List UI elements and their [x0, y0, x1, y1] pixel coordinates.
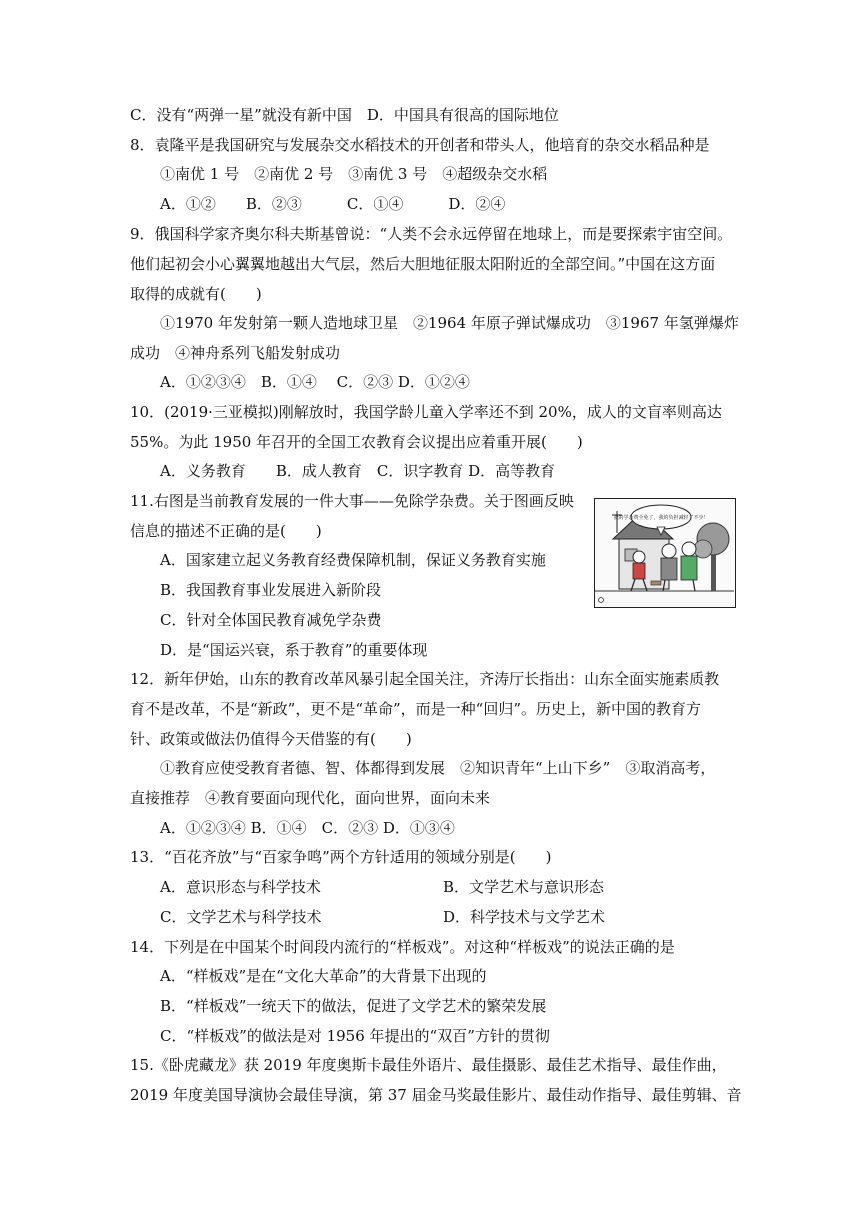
question-11-line1: 11.右图是当前教育发展的一件大事——免除学杂费。关于图画反映	[130, 492, 574, 510]
question-9-line1: 9．俄国科学家齐奥尔科夫斯基曾说：“人类不会永远停留在地球上，而是要探索宇宙空间。	[130, 225, 733, 243]
q11-option-d: D．是“国运兴衰，系于教育”的重要体现	[160, 641, 428, 659]
q10-options: A．义务教育 B．成人教育 C．识字教育 D．高等教育	[160, 462, 556, 480]
q9-items-line1: ①1970 年发射第一颗人造地球卫星 ②1964 年原子弹试爆成功 ③1967 年氢弹爆炸	[160, 314, 739, 332]
q12-items-line2: 直接推荐 ④教育要面向现代化，面向世界，面向未来	[130, 789, 491, 807]
question-10-line1: 10．(2019·三亚模拟)刚解放时，我国学龄儿童入学率还不到 20%，成人的文盲率则高达	[130, 403, 722, 421]
question-15-line2: 2019 年度美国导演协会最佳导演，第 37 届金马奖最佳影片、最佳动作指导、最佳剪辑、音	[130, 1086, 742, 1104]
q14-option-c: C．“样板戏”的做法是对 1956 年提出的“双百”方针的贯彻	[160, 1027, 550, 1045]
question-8: 8．袁隆平是我国研究与发展杂交水稻技术的开创者和带头人，他培育的杂交水稻品种是	[130, 136, 710, 154]
q13-option-a: A．意识形态与科学技术	[160, 878, 321, 896]
q12-items-line1: ①教育应使受教育者德、智、体都得到发展 ②知识青年“上山下乡” ③取消高考，	[160, 759, 716, 777]
question-15-line1: 15.《卧虎藏龙》获 2019 年度奥斯卡最佳外语片、最佳摄影、最佳艺术指导、最佳作曲，	[130, 1056, 727, 1074]
question-12-line2: 育不是改革，不是“新政”，更不是“革命”，而是一种“回归”。历史上，新中国的教育方	[130, 700, 702, 718]
q9-options: A．①②③④ B．①④ C．②③ D．①②④	[160, 373, 470, 391]
q11-option-a: A．国家建立起义务教育经费保障机制，保证义务教育实施	[160, 551, 546, 569]
q8-options: A．①② B．②③ C．①④ D．②④	[160, 195, 506, 213]
question-10-line2: 55%。为此 1950 年召开的全国工农教育会议提出应着重开展( )	[130, 433, 583, 451]
q14-option-b: B．“样板戏”一统天下的做法，促进了文学艺术的繁荣发展	[160, 997, 547, 1015]
q13-option-c: C．文学艺术与科学技术	[160, 908, 322, 926]
q13-option-b: B．文学艺术与意识形态	[443, 878, 605, 896]
question-12-line3: 针、政策或做法仍值得今天借鉴的有( )	[130, 730, 412, 748]
q14-option-a: A．“样板戏”是在“文化大革命”的大背景下出现的	[160, 967, 487, 985]
q7-options-cd: C．没有“两弹一星”就没有新中国 D．中国具有很高的国际地位	[130, 106, 559, 124]
q9-items-line2: 成功 ④神舟系列飞船发射成功	[130, 344, 341, 362]
q11-option-b: B．我国教育事业发展进入新阶段	[160, 581, 382, 599]
question-14: 14．下列是在中国某个时间段内流行的“样板戏”。对这种“样板戏”的说法正确的是	[130, 938, 675, 956]
q12-options: A．①②③④ B．①④ C．②③ D．①③④	[160, 819, 455, 837]
question-11-line2: 信息的描述不正确的是( )	[130, 522, 322, 540]
question-9-line2: 他们起初会小心翼翼地越出大气层，然后大胆地征服太阳附近的全部空间。”中国在这方面	[130, 255, 716, 273]
q11-option-c: C．针对全体国民教育减免学杂费	[160, 611, 382, 629]
q13-option-d: D．科学技术与文学艺术	[443, 908, 606, 926]
question-12-line1: 12．新年伊始，山东的教育改革风暴引起全国关注，齐涛厅长指出：山东全面实施素质教	[130, 670, 720, 688]
cartoon-illustration	[594, 498, 736, 608]
q8-items: ①南优 1 号 ②南优 2 号 ③南优 3 号 ④超级杂交水稻	[160, 165, 548, 183]
question-13: 13．“百花齐放”与“百家争鸣”两个方针适用的领域分别是( )	[130, 848, 552, 866]
question-9-line3: 取得的成就有( )	[130, 285, 262, 303]
cartoon-bubble-text: 我的学杂费全免了，我的负担减轻了不少！	[613, 515, 709, 521]
